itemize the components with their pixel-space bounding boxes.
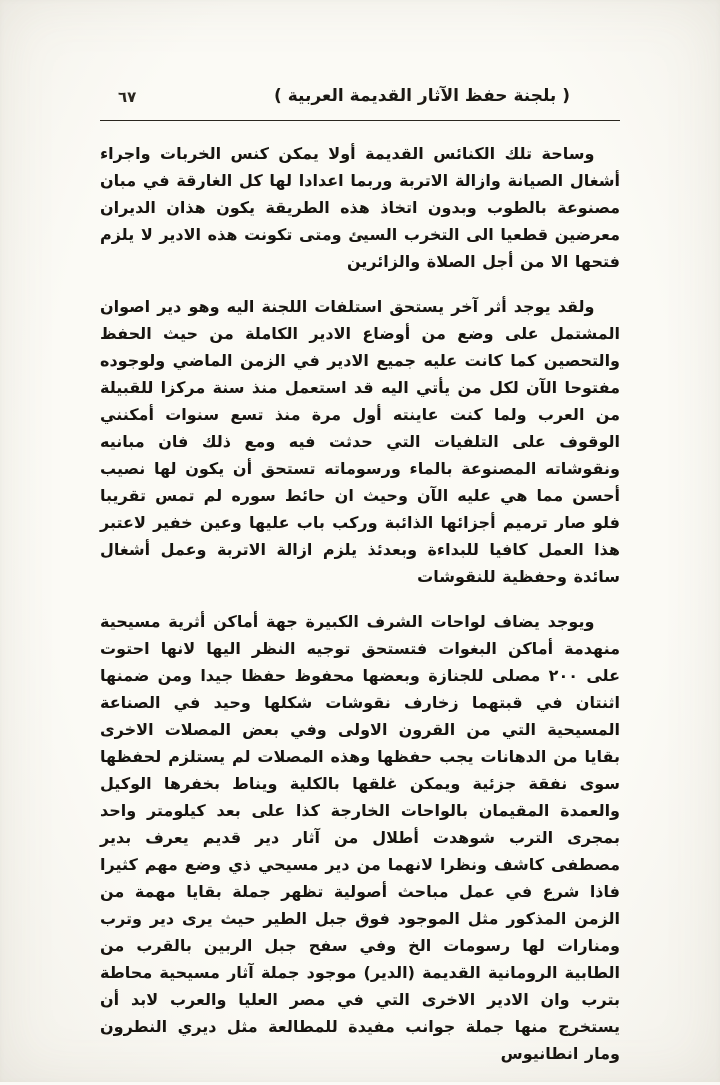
paragraph: ويوجد يضاف لواحات الشرف الكبيرة جهة أماكن أثرية مسيحية منهدمة أماكن البغوات فتستحق توجيه النظر اليها لانها احتوت على ٢٠٠ مصلى للجنازة وبعضها محفوظ حفظا جيدا ومن ضمنها اثنتان في قبتهما زخارف نقوشات شكلها وحيد في الصناعة المسيحية التي من القرون الاولى وفي بعض المصلات الاخرى بقايا من الدهانات يجب حفظها وهذه المصلات لم يستلزم لحفظها سوى نفقة جزئية ويمكن غلقها بالكلية ويناط بخفرها الوكيل والعمدة المقيمان بالواحات الخارجة كذا على بعد كيلومتر واحد بمجرى الترب شوهدت أطلال من آثار دير قديم يعرف بدير مصطفى كاشف ونظرا لانهما من دير مسيحي ذي وضع مهم كثيرا فاذا شرع في عمل مباحث أصولية تظهر جملة بقايا مهمة من الزمن المذكور مثل الموجود فوق جبل الطير حيث يرى دير وترب ومنارات لها رسومات الخ وفي سفح جبل الربين بالقرب من الطابية الرومانية القديمة (الدير) موجود جملة آثار مسيحية محاطة بترب وان الادير الاخرى التي في مصر العليا والعرب لابد أن يستخرج منها جملة جوانب مفيدة للمطالعة مثل ديري النطرون ومار انطانيوس: [100, 612, 621, 1063]
paragraph: وساحة تلك الكنائس القديمة أولا يمكن كنس الخربات واجراء أشغال الصيانة وازالة الاتربة وربما اعدادا لها كل الغارقة في مبان مصنوعة بالطوب وبدون اتخاذ هذه الطريقة يكون هذان الديران معرضين قطعيا الى التخرب السيئ ومتى تكونت هذه الادير لا يلزم فتحها الا من أجل الصلاة والزائرين: [100, 144, 620, 271]
header-rule: [100, 120, 620, 121]
paragraph: ولقد يوجد أثر آخر يستحق استلفات اللجنة اليه وهو دير اصوان المشتمل على وضع من أوضاع الادير الكاملة من حيث الحفظ والتحصين كما كانت عليه جميع الادير في الزمن الماضي ولوجوده مفتوحا الآن لكل من يأتي اليه قد استعمل منذ سنة مركزا للقبيلة من العرب ولما كنت عاينته أول مرة منذ تسع سنوات أمكنني الوقوف على التلفيات التي حدثت فيه ومع ذلك فان مبانيه ونقوشاته المصنوعة بالماء ورسوماته تستحق أن يكون لها نصيب أحسن مما هي عليه الآن وحيث ان حائط سوره لم تمس تقريبا فلو صار ترميم أجزائها الذائبة وركب باب عليها وعين خفير لاعتبر هذا العمل كافيا للبداءة وبعدئذ يلزم ازالة الاتربة وعمل أشغال سائدة وحفظية للنقوشات: [100, 297, 620, 586]
page-header: [0, 86, 720, 112]
header-title: ( بلجنة حفظ الآثار القديمة العربية ): [274, 86, 570, 106]
page-number: ٦٧: [118, 88, 137, 106]
document-body: [100, 140, 620, 1085]
